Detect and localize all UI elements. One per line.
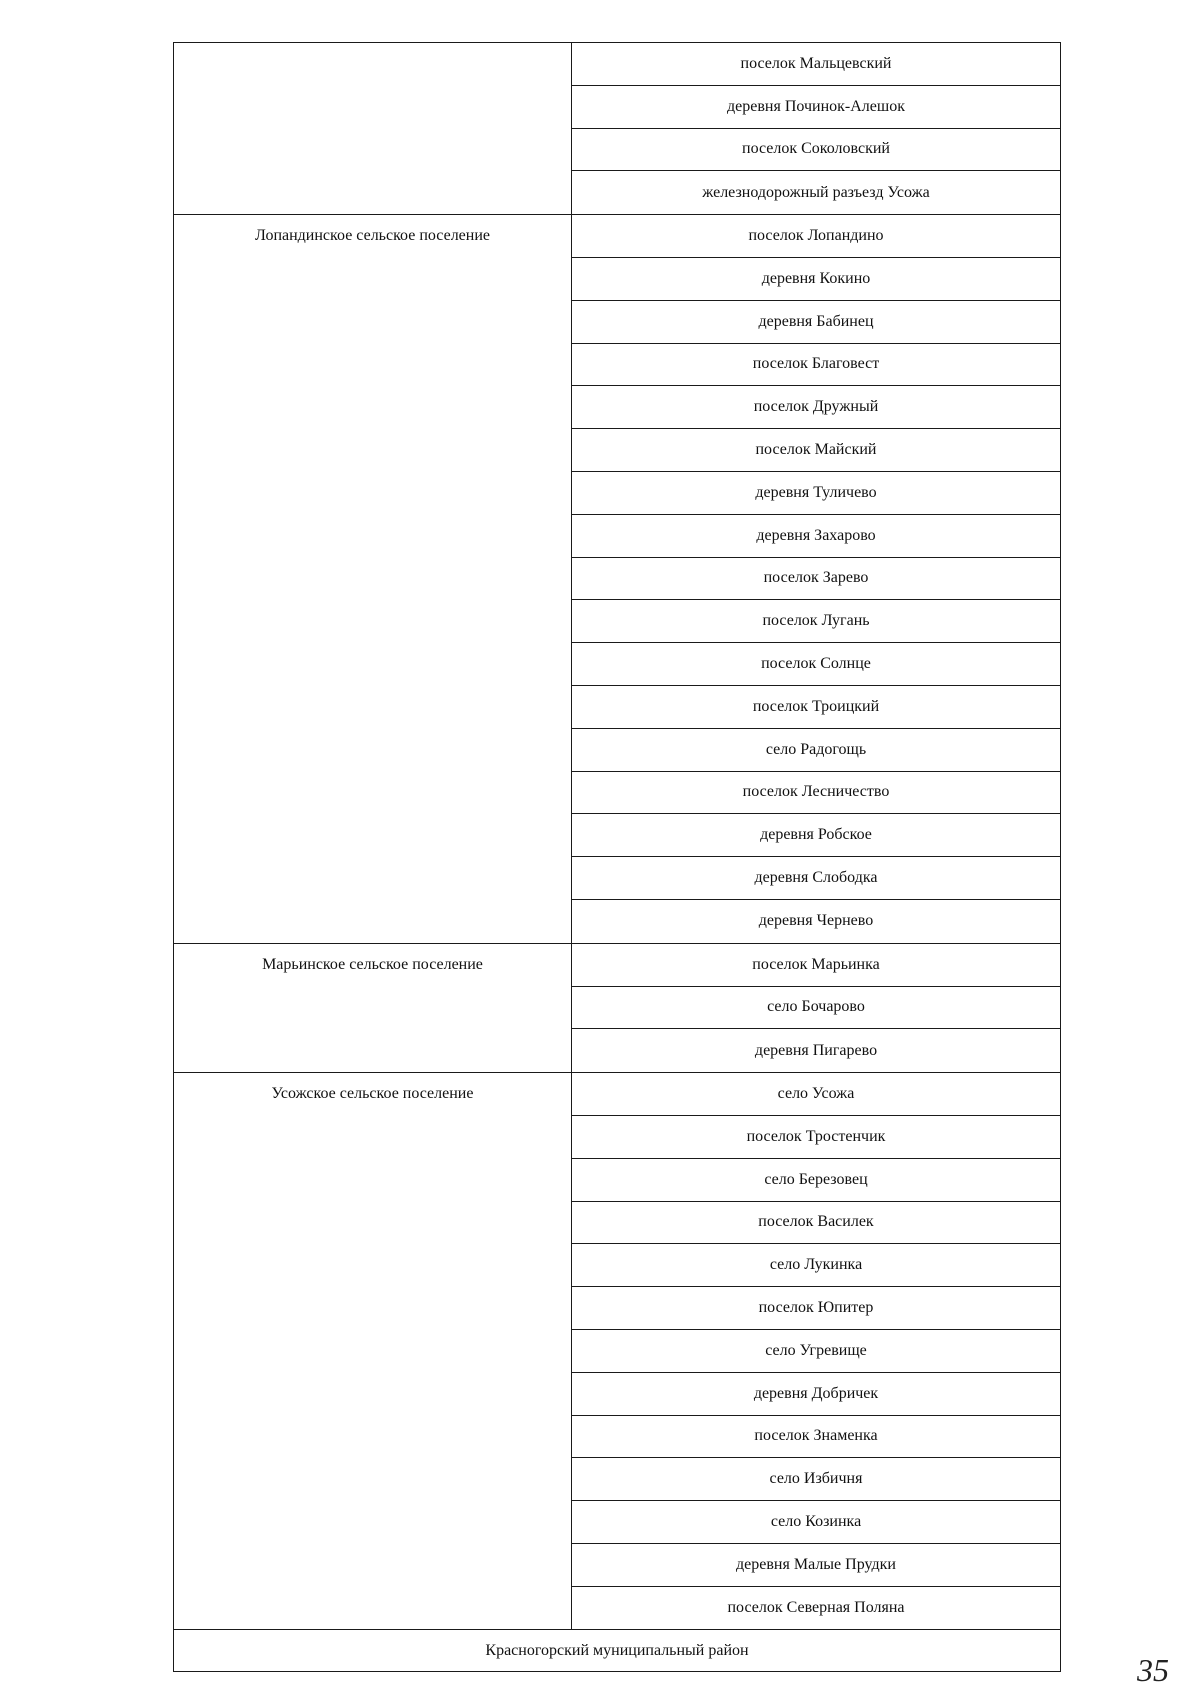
settlement-row: село Радогощь	[572, 729, 1060, 772]
settlement-row: деревня Захарово	[572, 515, 1060, 558]
municipality-name: Лопандинское сельское поселение	[174, 215, 572, 943]
settlement-list	[572, 43, 1060, 214]
settlement-row: поселок Благовест	[572, 344, 1060, 387]
settlement-group	[173, 1073, 1061, 1630]
district-row: Красногорский муниципальный район	[173, 1630, 1061, 1672]
settlement-row: поселок Юпитер	[572, 1287, 1060, 1330]
settlement-row: деревня Слободка	[572, 857, 1060, 900]
settlement-row: поселок Лопандино	[572, 215, 1060, 258]
settlements-table	[173, 42, 1061, 1672]
settlement-row: деревня Робское	[572, 814, 1060, 857]
settlement-row: поселок Солнце	[572, 643, 1060, 686]
settlement-row: поселок Марьинка	[572, 944, 1060, 987]
settlement-row: поселок Троицкий	[572, 686, 1060, 729]
settlement-row: железнодорожный разъезд Усожа	[702, 183, 930, 201]
settlement-row: деревня Пигарево	[754, 1041, 878, 1059]
settlement-row: село Лукинка	[572, 1244, 1060, 1287]
settlement-row: деревня Малые Прудки	[572, 1544, 1060, 1587]
municipality-name: Марьинское сельское поселение	[174, 944, 572, 1072]
settlement-row: поселок Лугань	[572, 600, 1060, 643]
settlement-row: поселок Мальцевский	[572, 43, 1060, 86]
settlement-list	[572, 1073, 1060, 1629]
settlement-list	[572, 944, 1060, 1072]
settlement-list	[572, 215, 1060, 943]
settlement-row: деревня Чернево	[758, 912, 874, 930]
settlement-row: село Козинка	[572, 1501, 1060, 1544]
settlement-row: деревня Бабинец	[572, 301, 1060, 344]
settlement-row: поселок Василек	[572, 1202, 1060, 1245]
municipality-name	[174, 43, 572, 214]
settlement-row: село Березовец	[572, 1159, 1060, 1202]
settlement-row: поселок Тростенчик	[572, 1116, 1060, 1159]
settlement-row: село Бочарово	[572, 987, 1060, 1030]
page-number: 35	[1137, 1652, 1169, 1688]
settlement-row: село Усожа	[572, 1073, 1060, 1116]
settlement-row: село Угревище	[572, 1330, 1060, 1373]
settlement-row: поселок Знаменка	[572, 1416, 1060, 1459]
settlement-row: поселок Дружный	[572, 386, 1060, 429]
settlement-row: село Избичня	[572, 1458, 1060, 1501]
settlement-row: деревня Починок-Алешок	[572, 86, 1060, 129]
settlement-row: деревня Туличево	[572, 472, 1060, 515]
municipality-name: Усожское сельское поселение	[174, 1073, 572, 1629]
settlement-row: поселок Майский	[572, 429, 1060, 472]
settlement-row: деревня Кокино	[572, 258, 1060, 301]
settlement-row: поселок Северная Поляна	[727, 1599, 905, 1617]
settlement-group	[173, 215, 1061, 944]
settlement-row: поселок Соколовский	[572, 129, 1060, 172]
settlement-row: поселок Лесничество	[572, 772, 1060, 815]
settlement-row: деревня Добричек	[572, 1373, 1060, 1416]
settlement-group	[173, 944, 1061, 1073]
settlement-group	[173, 42, 1061, 215]
settlement-row: поселок Зарево	[572, 558, 1060, 601]
